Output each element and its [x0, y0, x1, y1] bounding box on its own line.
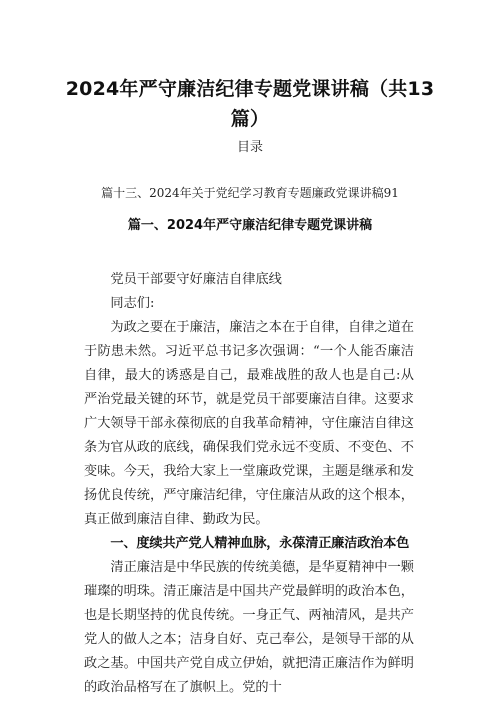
- speech-subtitle: 党员干部要守好廉洁自律底线: [110, 272, 282, 287]
- document-title: 2024年严守廉洁纪律专题党课讲稿（共13篇）: [65, 78, 435, 130]
- subsection-heading: 一、度续共产党人精神血脉，永葆清正廉洁政治本色: [110, 536, 410, 551]
- body-paragraph: 为政之要在于廉洁，廉洁之本在于自律，自律之道在于防患未然。习近平总书记多次强调：“一个人能否廉洁自律，最大的诱惑是自己，最难战胜的敌人也是自己:从严治党最关键的环节，就是党员干部要廉洁自律。这要求广大领导干部永葆彻底的自我革命精神，守住廉洁自律这条为官从政的底线，确保我们党永远不变质、不变色、不变味。今天，我给大家上一堂廉政党课，主题是继承和发扬优良传统，严守廉洁纪律，守住廉洁从政的这个根本，真正做到廉洁自律、勤政为民。: [84, 320, 414, 527]
- toc-entry: 篇十三、2024年关于党纪学习教育专题廉政党课讲稿91: [101, 186, 399, 200]
- body-text: [84, 268, 414, 700]
- salutation: 同志们:: [110, 296, 155, 311]
- toc-heading: 目录: [236, 140, 263, 155]
- body-paragraph: 清正廉洁是中华民族的传统美德，是华夏精神中一颗璀璨的明珠。清正廉洁是中国共产党最鲜明的政治本色，也是长期坚持的优良传统。一身正气、两袖清风，是共产党人的做人之本；洁身自好、克己奉公，是领导干部的从政之基。中国共产党自成立伊始，就把清正廉洁作为鲜明的政治品格写在了旗帜上。党的十: [84, 560, 414, 695]
- section-title: 篇一、2024年严守廉洁纪律专题党课讲稿: [127, 218, 373, 233]
